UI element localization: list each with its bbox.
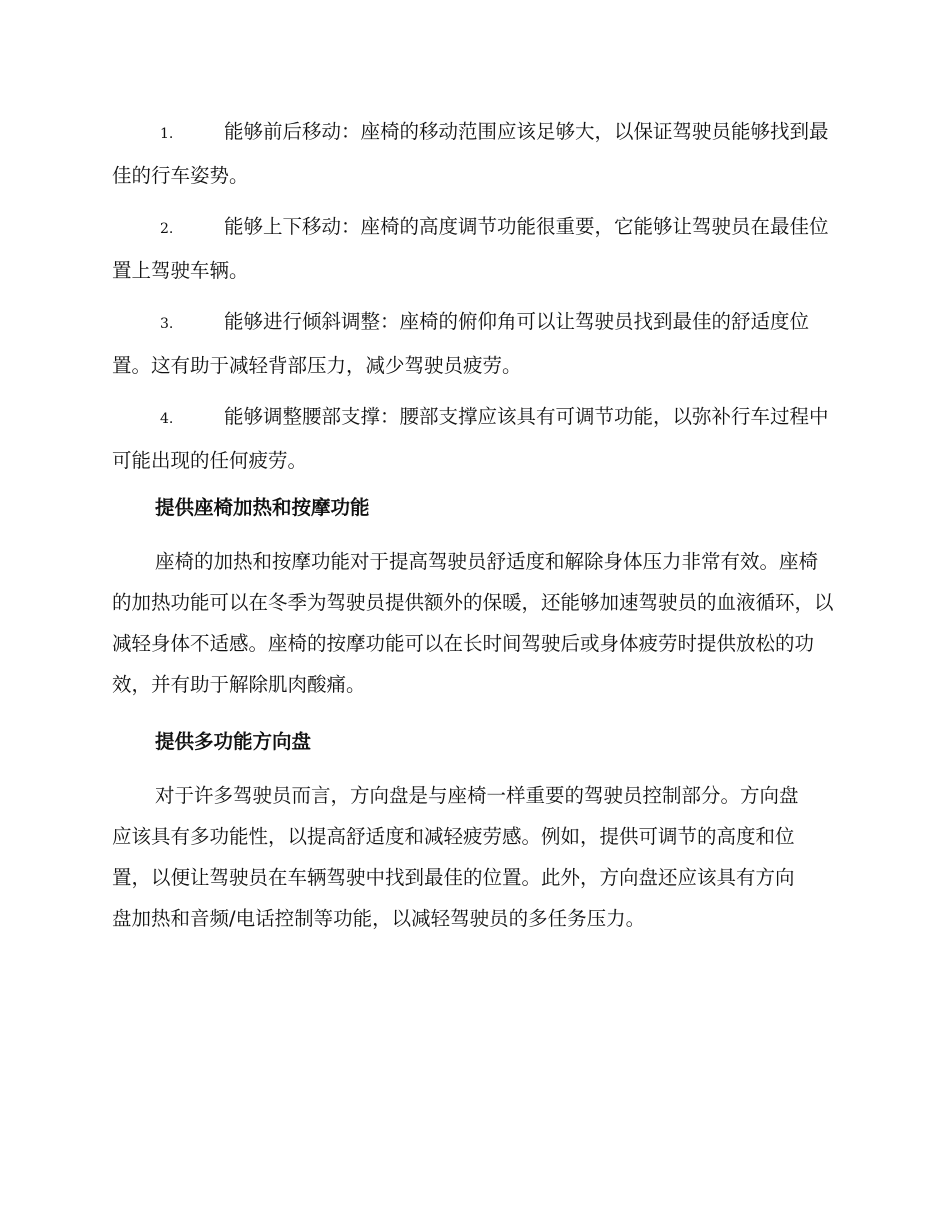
list-item-2 bbox=[112, 206, 836, 291]
list-number: 1. bbox=[160, 126, 174, 142]
list-item-4 bbox=[112, 396, 836, 481]
list-text: 能够前后移动：座椅的移动范围应该足够大，以保证驾驶员能够找到最佳的行车姿势。 bbox=[112, 120, 829, 187]
list-item-1 bbox=[112, 111, 836, 196]
list-number: 4. bbox=[160, 411, 174, 427]
section-heading-seat-heating-massage: 提供座椅加热和按摩功能 bbox=[155, 496, 370, 519]
section-paragraph-multifunction-steering-wheel: 对于许多驾驶员而言，方向盘是与座椅一样重要的驾驶员控制部分。方向盘应该具有多功能性，以提高舒适度和减轻疲劳感。例如，提供可调节的高度和位置，以便让驾驶员在车辆驾驶中找到最佳的位置。此外，方向盘还应该具有方向盘加热和音频/电话控制等功能，以减轻驾驶员的多任务压力。 bbox=[112, 784, 799, 930]
list-text: 能够调整腰部支撑：腰部支撑应该具有可调节功能，以弥补行车过程中可能出现的任何疲劳。 bbox=[112, 405, 829, 472]
section-heading-multifunction-steering-wheel: 提供多功能方向盘 bbox=[155, 730, 312, 753]
list-number: 3. bbox=[160, 316, 174, 332]
list-item-3 bbox=[112, 301, 836, 386]
section-paragraph-seat-heating-massage: 座椅的加热和按摩功能对于提高驾驶员舒适度和解除身体压力非常有效。座椅的加热功能可以在冬季为驾驶员提供额外的保暖，还能够加速驾驶员的血液循环，以减轻身体不适感。座椅的按摩功能可以在长时间驾驶后或身体疲劳时提供放松的功效，并有助于解除肌肉酸痛。 bbox=[112, 550, 834, 696]
list-number: 2. bbox=[160, 221, 174, 237]
list-text: 能够进行倾斜调整：座椅的俯仰角可以让驾驶员找到最佳的舒适度位置。这有助于减轻背部压力，减少驾驶员疲劳。 bbox=[112, 310, 810, 377]
document-body bbox=[112, 111, 836, 959]
list-text: 能够上下移动：座椅的高度调节功能很重要，它能够让驾驶员在最佳位置上驾驶车辆。 bbox=[112, 215, 829, 282]
